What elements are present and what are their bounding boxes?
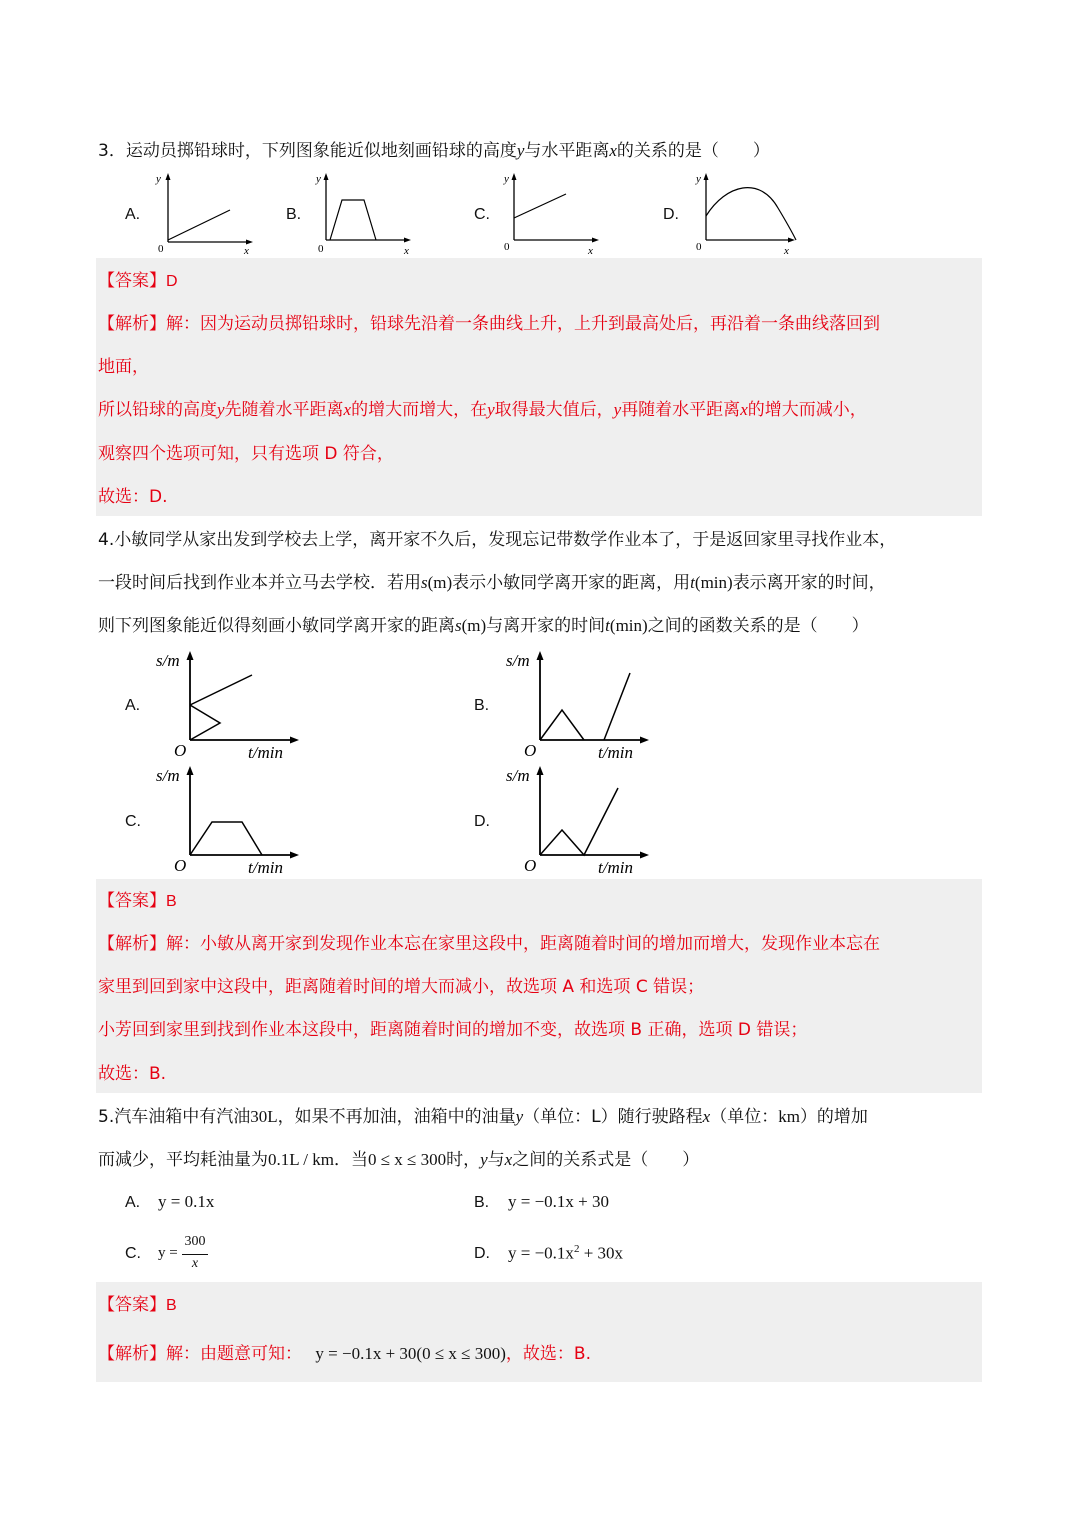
q4-b-axis-y: s/m — [506, 651, 530, 670]
q5-option-d-label: D. — [474, 1245, 490, 1262]
q4-b-axis-x: t/min — [598, 743, 633, 762]
q5-option-c-fraction-bar — [182, 1254, 208, 1255]
q4-option-d-label: D. — [474, 813, 490, 830]
q3-graph-c — [500, 170, 610, 260]
q5-option-c-denominator: x — [191, 1256, 199, 1271]
q4-option-b-label: B. — [474, 697, 490, 714]
q4-graph-d — [500, 760, 660, 878]
q4-d-axis-y: s/m — [506, 766, 530, 785]
q3-analysis-line-2: 地面， — [98, 357, 149, 377]
q4-c-axis-x: t/min — [248, 858, 283, 877]
q3-d-axis-x: x — [784, 245, 789, 257]
q5-option-c-label: C. — [125, 1245, 141, 1262]
q3-answer: 【答案】D — [98, 271, 178, 291]
q4-analysis-line-2: 家里到回到家中这段中，距离随着时间的增大而减小，故选项 A 和选项 C 错误； — [98, 977, 705, 997]
q3-analysis-line-3: 所以铅球的高度y先随着水平距离x的增大而增大，在y取得最大值后，y再随着水平距离x的增大而减小， — [98, 400, 867, 420]
q5-option-a-label: A. — [125, 1194, 141, 1211]
q3-d-axis-y: y — [696, 173, 701, 185]
q4-answer: 【答案】B — [98, 891, 177, 911]
q4-analysis-line-1: 【解析】解：小敏从离开家到发现作业本忘在家里这段中，距离随着时间的增加而增大，发现作业本忘在 — [98, 934, 880, 954]
q4-a-axis-x: t/min — [248, 743, 283, 762]
q5-option-b-formula: y = −0.1x + 30 — [508, 1192, 610, 1211]
q3-option-c-label: C. — [474, 206, 490, 223]
q3-d-origin: 0 — [696, 241, 702, 253]
q4-graph-b — [500, 645, 660, 763]
q4-graph-c — [150, 760, 310, 878]
q5-stem-line-2: 而减少，平均耗油量为0.1L / km．当0 ≤ x ≤ 300时，y与x之间的关系式是（ ） — [98, 1150, 700, 1170]
q3-b-axis-y: y — [316, 173, 321, 185]
q4-graph-a — [150, 645, 310, 763]
q3-c-axis-y: y — [504, 173, 509, 185]
q5-option-b-label: B. — [474, 1194, 490, 1211]
q3-a-axis-x: x — [244, 245, 249, 257]
q4-d-axis-x: t/min — [598, 858, 633, 877]
q5-answer-panel — [96, 1282, 982, 1382]
q3-option-b-label: B. — [286, 206, 302, 223]
q3-analysis-line-5: 故选：D. — [98, 487, 168, 507]
q4-analysis-line-3: 小芳回到家里到找到作业本这段中，距离随着时间的增加不变，故选项 B 正确，选项 D 错误； — [98, 1020, 808, 1040]
q4-option-a-label: A. — [125, 697, 141, 714]
q4-analysis-line-4: 故选：B. — [98, 1064, 167, 1084]
q3-option-d-label: D. — [663, 206, 679, 223]
q3-c-axis-x: x — [588, 245, 593, 257]
q3-option-a-label: A. — [125, 206, 141, 223]
q5-option-c-lhs: y = — [158, 1245, 178, 1261]
q5-option-a-formula: y = 0.1x — [158, 1192, 215, 1211]
q3-graph-b — [312, 170, 422, 260]
q3-graph-d — [690, 170, 800, 260]
q3-answer-panel — [96, 258, 982, 516]
q4-stem-line-1: 4.小敏同学从家出发到学校去上学，离开家不久后，发现忘记带数学作业本了，于是返回家里寻找作业本， — [98, 530, 897, 550]
q5-option-c-numerator: 300 — [184, 1234, 206, 1249]
q4-c-origin: O — [174, 856, 187, 875]
q3-analysis-line-1: 【解析】解：因为运动员掷铅球时，铅球先沿着一条曲线上升，上升到最高处后，再沿着一条曲线落回到 — [98, 314, 880, 334]
q4-stem-line-3: 则下列图象能近似得刻画小敏同学离开家的距离s(m)与离开家的时间t(min)之间的函数关系的是（ ） — [98, 616, 869, 636]
q3-stem: 3．运动员掷铅球时，下列图象能近似地刻画铅球的高度y与水平距离x的关系的是（ ） — [98, 141, 770, 161]
q3-b-origin: 0 — [318, 243, 324, 255]
q5-answer: 【答案】B — [98, 1295, 177, 1315]
q4-option-c-label: C. — [125, 813, 141, 830]
q4-stem-line-2: 一段时间后找到作业本并立马去学校．若用s(m)表示小敏同学离开家的距离，用t(min)表示离开家的时间， — [98, 573, 886, 593]
q3-a-axis-y: y — [156, 173, 161, 185]
q4-a-origin: O — [174, 741, 187, 760]
q4-b-origin: O — [524, 741, 537, 760]
q5-analysis: 【解析】解：由题意可知： y = −0.1x + 30(0 ≤ x ≤ 300)，故选：B. — [98, 1344, 591, 1364]
q3-analysis-line-4: 观察四个选项可知，只有选项 D 符合， — [98, 444, 394, 464]
q3-graph-a — [150, 170, 260, 260]
q4-c-axis-y: s/m — [156, 766, 180, 785]
q5-option-d-formula: $y = -0.1x^2 + 30x$ — [508, 1243, 624, 1263]
q4-d-origin: O — [524, 856, 537, 875]
q3-a-origin: 0 — [158, 243, 164, 255]
q3-c-origin: 0 — [504, 241, 510, 253]
q3-b-axis-x: x — [404, 245, 409, 257]
q5-stem-line-1: 5.汽车油箱中有汽油30L，如果不再加油，油箱中的油量y（单位：L）随行驶路程x（单位：km）的增加 — [98, 1107, 868, 1127]
q4-a-axis-y: s/m — [156, 651, 180, 670]
